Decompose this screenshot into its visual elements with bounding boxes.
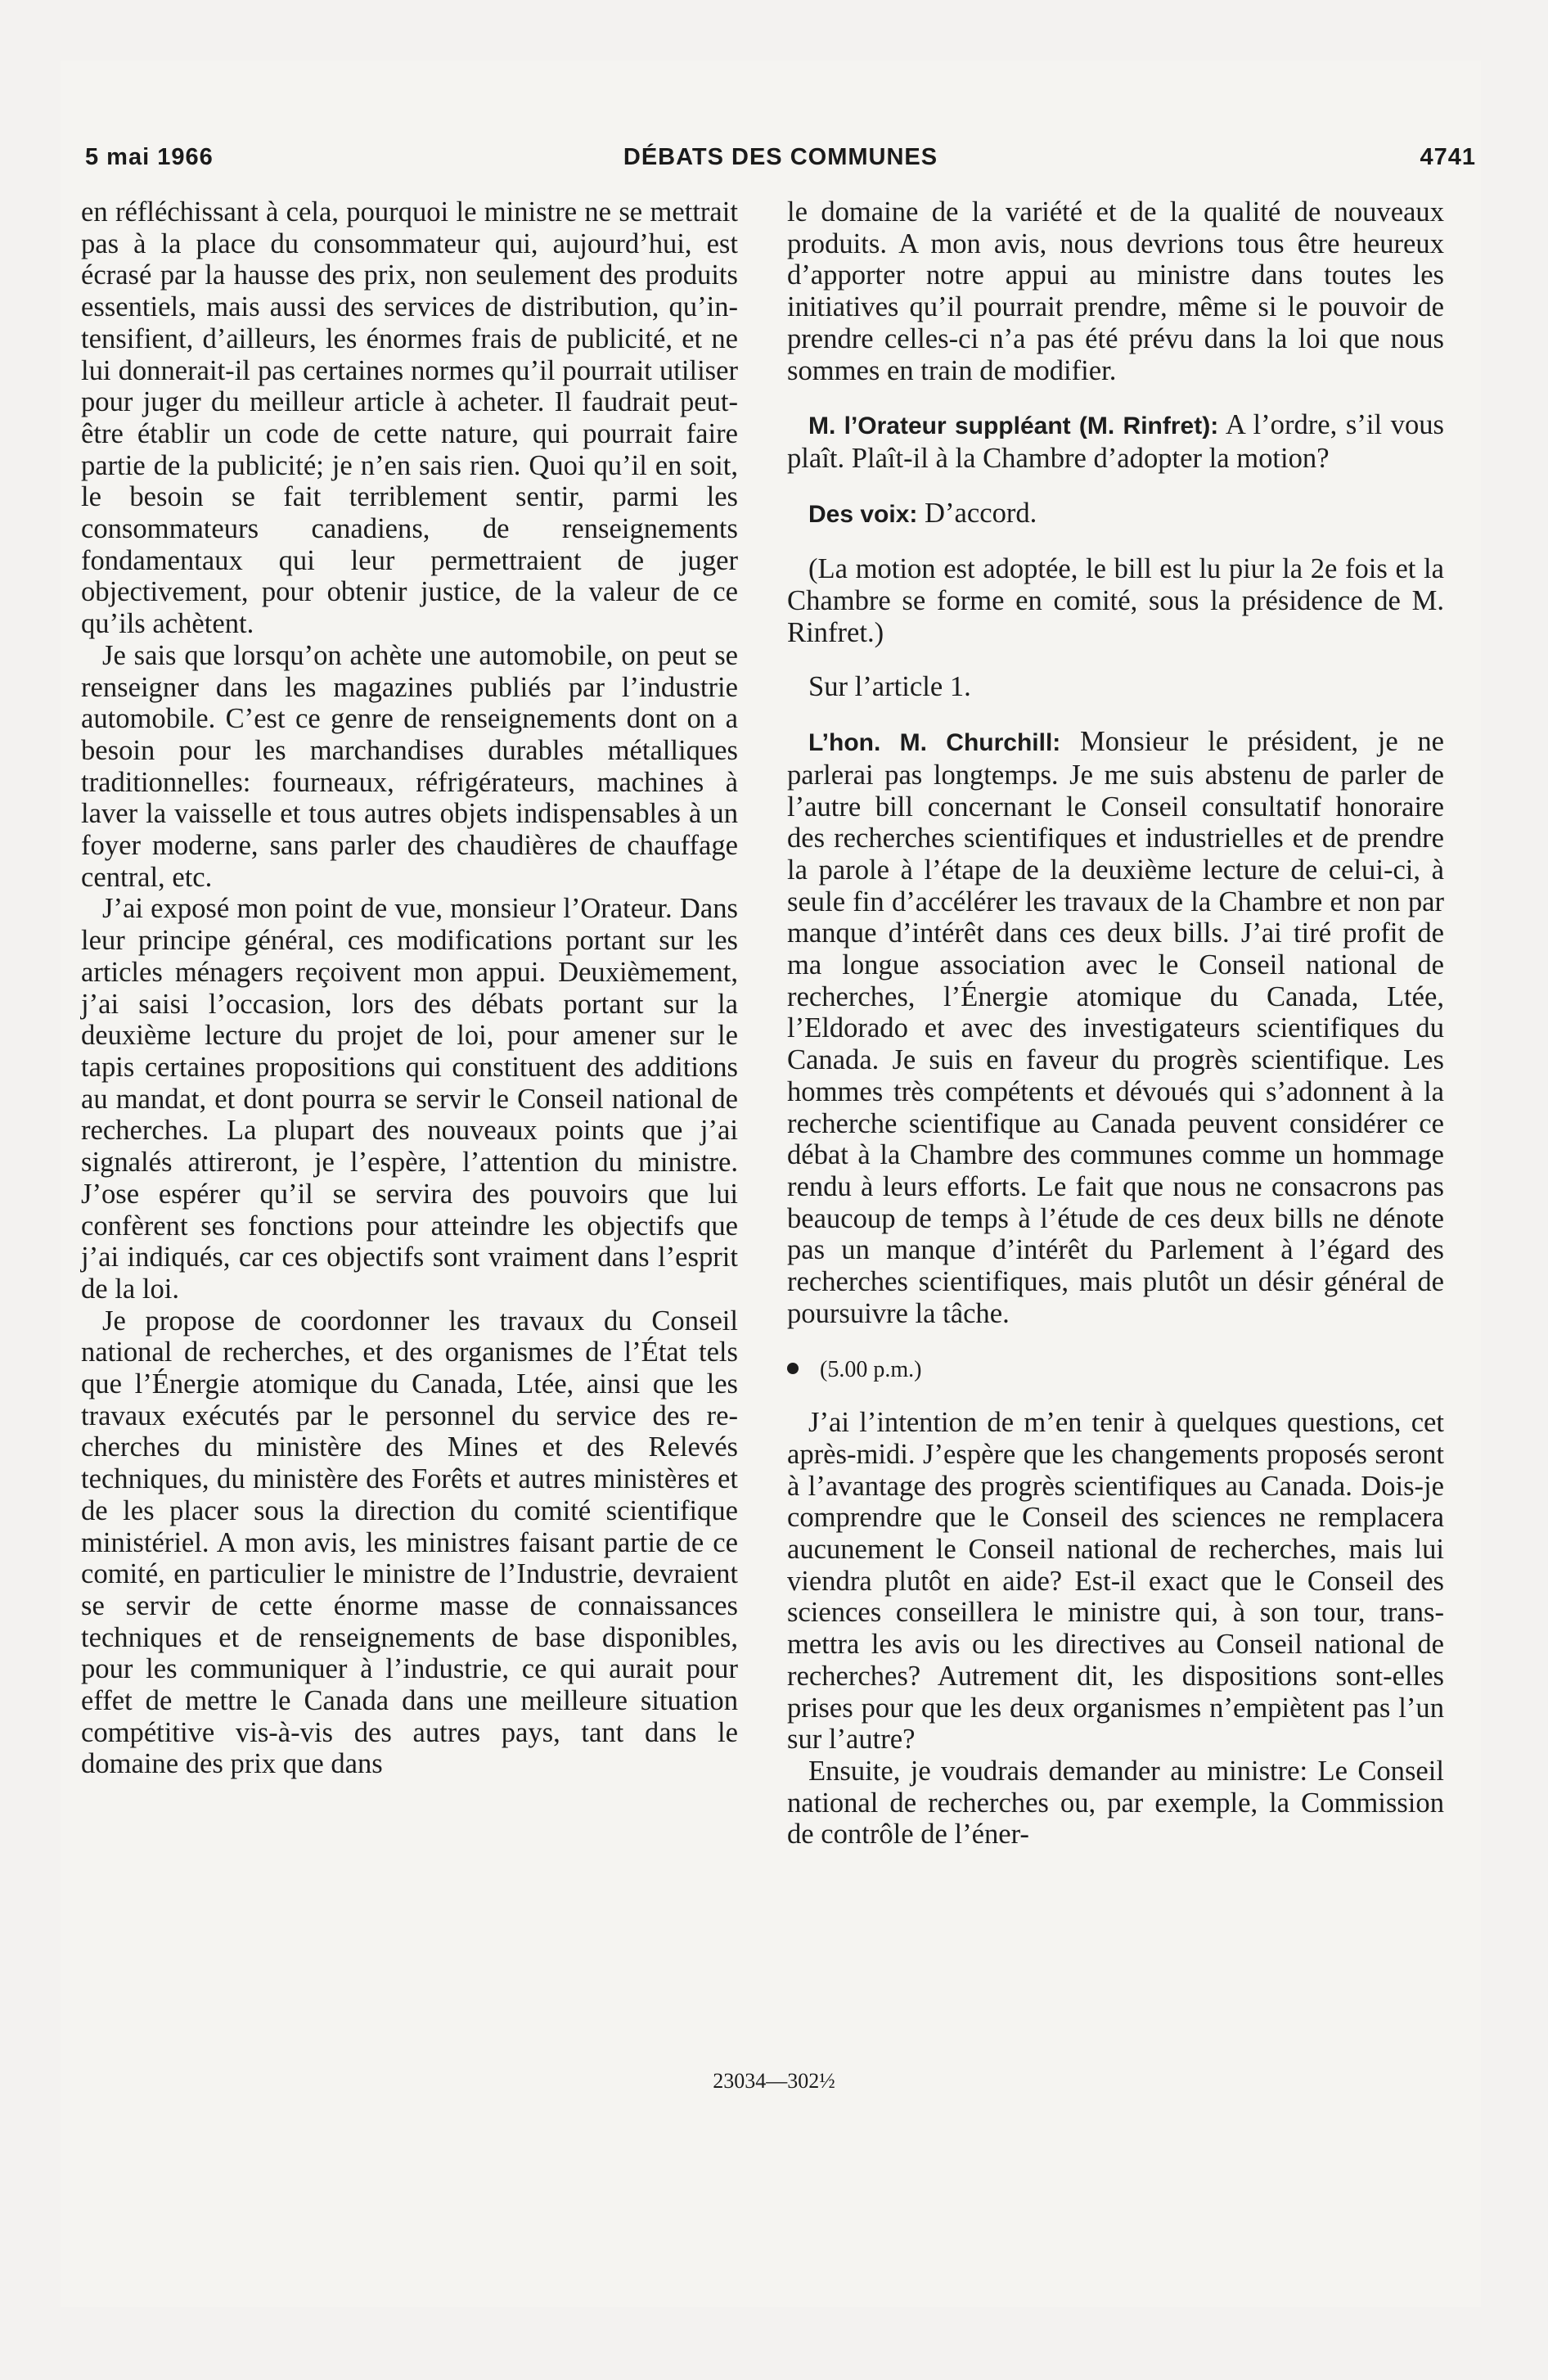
speaker-name-1: M. l’Orateur suppléant (M. Rinfret): — [808, 412, 1219, 440]
footer-printer-mark: 23034—302½ — [713, 2069, 835, 2093]
left-paragraph-2: Je sais que lorsqu’on achète une automobile, on peut se renseigner dans les magazines publiés par l’industrie automobile. C’est ce genre de renseignements dont on a besoin pour les marchandises durables métalliques traditionnelles: fourneaux, réfrigérateurs, machines à laver la vaisselle et tous autres objets indispensables à un foyer moderne, sans parler des chaudières de chauffage central, etc. — [81, 639, 738, 893]
article-line: Sur l’article 1. — [808, 671, 971, 703]
left-paragraph-1: en réfléchissant à cela, pourquoi le ministre ne se mettrait pas à la place du consommateur qui, aujourd’hui, est écrasé par la hausse des prix, non seulement des produits essentiels, mais aussi des services de distribution, qu’intensifient, d’ailleurs, les énormes frais de publicité, et ne lui donnerait-il pas certaines normes qu’il pourrait utiliser pour juger du meilleur article à acheter. Il faudrait peut-être établir un code de cette nature, qui pourrait faire partie de la publicité; je n’en sais rien. Quoi qu’il en soit, le besoin se fait terriblement sentir, parmi les consommateurs canadiens, de renseignements fondamentaux qui leur permettraient de juger objectivement, pour obtenir justice, de la valeur de ce qu’ils achètent. — [81, 196, 738, 640]
speaker-block-3 — [787, 726, 1444, 1329]
header-date: 5 mai 1966 — [85, 144, 214, 170]
speaker-text-2: D’accord. — [917, 497, 1037, 529]
header-title: DÉBATS DES COMMUNES — [623, 144, 938, 170]
speaker-name-2: Des voix: — [808, 500, 918, 528]
speaker-text-1: A l’ordre, s’il vous plaît. Plaît-il à la Chambre d’adopter la motion? — [787, 409, 1444, 474]
speaker-text-3: Monsieur le président, je ne parlerai pas longtemps. Je me suis abstenu de parler de l’autre bill concernant le Conseil consultatif honoraire des recherches scientifiques et industrielles et de prendre la parole à l’étape de la deuxième lecture de celui-ci, à seule fin d’accélérer les travaux de la Chambre et non par manque d’intérêt dans ces deux bills. J’ai tiré profit de ma longue association avec le Conseil national de recherches, l’Énergie atomique du Canada, Ltée, l’Eldorado et avec des investigateurs scientifiques du Canada. Je suis en faveur du progrès scientifique. Les hommes très compétents et dévoués qui s’adonnent à la recherche scientifique au Canada peuvent considérer ce débat à la Chambre des communes comme un hommage rendu à leurs efforts. Le fait que nous ne consacrons pas beaucoup de temps à l’étude de ces deux bills ne dénote pas un manque d’intérêt du Parlement à l’égard des recherches scientifiques, mais plutôt un désir général de poursuivre la tâche. — [787, 726, 1444, 1329]
speaker-block-2 — [787, 498, 1444, 531]
bullet-icon — [787, 1363, 799, 1374]
header-page-number: 4741 — [1420, 144, 1476, 170]
right-paragraph-3: Ensuite, je voudrais demander au ministre: Le Conseil national de recherches ou, par exemple, la Commission de contrôle de l’éner- — [787, 1755, 1444, 1850]
motion-paragraph: (La motion est adoptée, le bill est lu piur la 2e fois et la Chambre se forme en comité, sous la présidence de M. Rinfret.) — [787, 553, 1444, 648]
speaker-name-3: L’hon. M. Churchill: — [808, 729, 1061, 757]
right-column — [787, 196, 1444, 1850]
speaker-block-1 — [787, 409, 1444, 474]
page-header — [85, 144, 1476, 193]
time-marker-text: (5.00 p.m.) — [820, 1356, 922, 1382]
right-paragraph-2: J’ai l’intention de m’en tenir à quelques questions, cet après-midi. J’espère que les changements proposés seront à l’avantage des progrès scientifiques au Canada. Dois-je comprendre que le Conseil des sciences ne remplacera aucunement le Conseil national de recherches, mais lui viendra plutôt en aide? Est-il exact que le Conseil des sciences conseillera le ministre qui, à son tour, transmettra les avis ou les directives au Conseil national de recherches? Autrement dit, les dispositions sont-elles prises pour que les deux organismes n’empiètent pas l’un sur l’autre? — [787, 1407, 1444, 1756]
right-paragraph-1: le domaine de la variété et de la qualité de nouveaux produits. A mon avis, nous devrions tous être heureux d’apporter notre appui au ministre dans toutes les initiatives qu’il pourrait prendre, même si le pouvoir de prendre celles-ci n’a pas été prévu dans la loi que nous sommes en train de modifier. — [787, 196, 1444, 386]
left-paragraph-4: Je propose de coordonner les travaux du Conseil national de recherches, et des organismes de l’État tels que l’Énergie atomique du Canada, Ltée, ainsi que les travaux exécutés par le personnel du service des recherches du ministère des Mines et des Relevés techniques, du ministère des Forêts et autres ministères et de les placer sous la direction du comité scientifique ministériel. A mon avis, les ministres faisant partie de ce comité, en particulier le ministre de l’Industrie, devraient se servir de cette énorme masse de connaissances techniques et de renseignements de base disponibles, pour les communiquer à l’industrie, ce qui aurait pour effet de mettre le Canada dans une meilleure situation compétitive vis-à-vis des autres pays, tant dans le domaine des prix que dans — [81, 1305, 738, 1780]
time-marker — [787, 1355, 1444, 1386]
left-paragraph-3: J’ai exposé mon point de vue, monsieur l’Orateur. Dans leur principe général, ces modifications portant sur les articles ménagers reçoivent mon appui. Deuxièmement, j’ai saisi l’occasion, lors des débats portant sur la deuxième lecture du projet de loi, pour amener sur le tapis certaines propositions qui constituent des additions au mandat, et dont pourra se servir le Conseil national de recherches. La plupart des nouveaux points que j’ai signalés attireront, je l’espère, l’attention du ministre. J’ose espérer qu’il se servira des pouvoirs que lui confèrent ses fonctions pour atteindre les objectifs que j’ai indiqués, car ces objectifs sont vraiment dans l’esprit de la loi. — [81, 893, 738, 1305]
left-column — [81, 196, 738, 1780]
